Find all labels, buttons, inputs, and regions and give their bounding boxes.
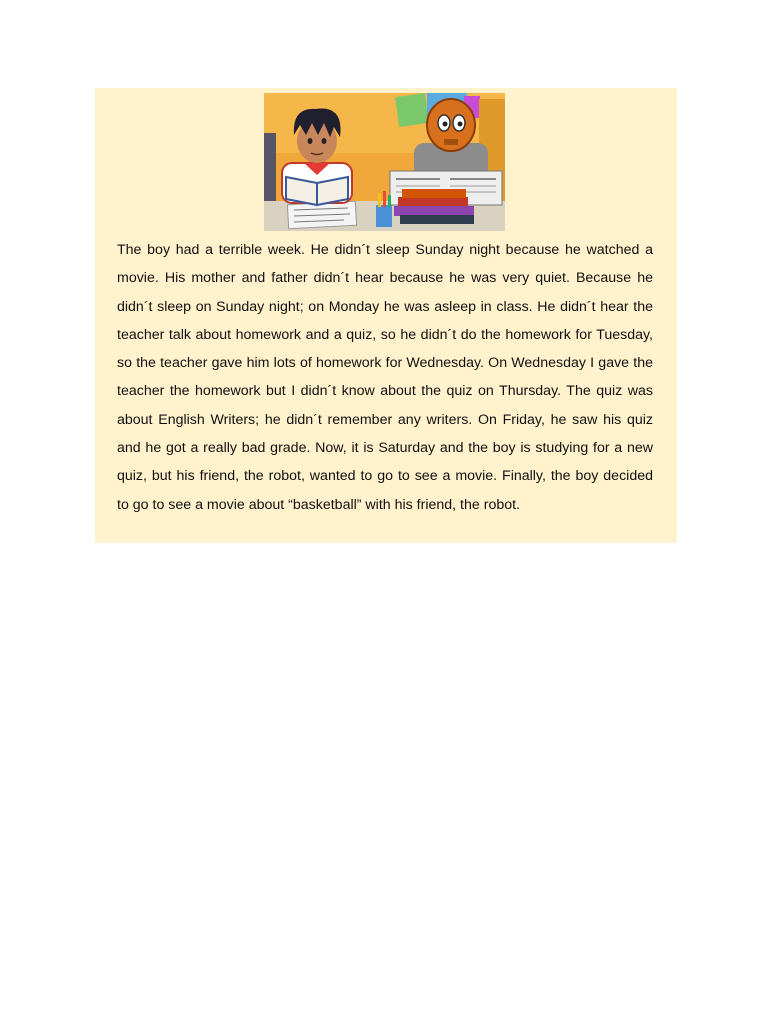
story-paragraph: The boy had a terrible week. He didn´t sleep Sunday night because he watched a movie. His mother and father didn´t hear because he was very quiet. Because he didn´t sleep on Sunday night; on Monday he was asleep in class. He didn´t hear the teacher talk about homework and a quiz, so he didn´t do the homework for Tuesday, so the teacher gave him lots of homework for Wednesday. On Wednesday I gave the teacher the homework but I didn´t know about the quiz on Thursday. The quiz was about English Writers; he didn´t remember any writers. On Friday, he saw his quiz and he got a really bad grade. Now, it is Saturday and the boy is studying for a new quiz, but his friend, the robot, wanted to go to see a movie. Finally, the boy decided to go to see a movie about “basketball” with his friend, the robot. xyxy=(117,242,653,513)
pencil-cup xyxy=(376,205,392,227)
poster-green xyxy=(395,93,429,127)
cartoon-illustration xyxy=(264,93,505,231)
book-red xyxy=(398,197,468,207)
story-box xyxy=(95,88,677,543)
shelf-left xyxy=(264,133,276,203)
